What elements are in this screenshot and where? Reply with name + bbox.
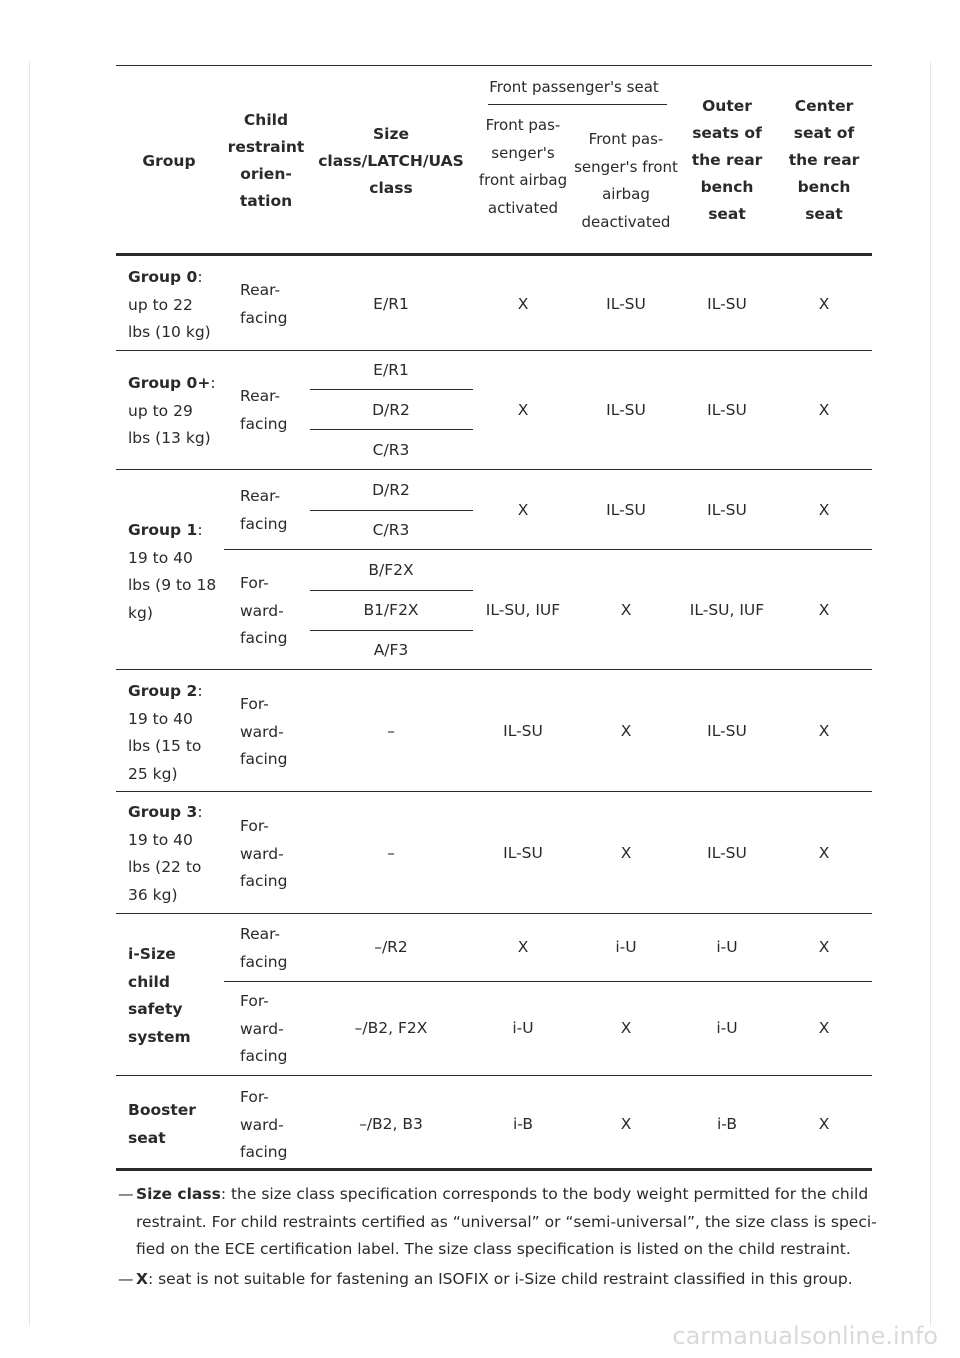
i-size-rear-size-class: –/R2 (374, 938, 408, 956)
group-1-forward-airbag-on: IL-SU, IUF (485, 601, 561, 619)
sub-row-rule (310, 429, 473, 430)
row-rule (116, 469, 872, 470)
group-1-label: Group 1: 19 to 40 lbs (9 to 18 kg) (128, 521, 217, 622)
header-group: Group (142, 152, 196, 170)
row-rule (116, 913, 872, 914)
group-3-airbag-off: X (620, 844, 632, 862)
row-rule (116, 350, 872, 351)
group-0-center-rear: X (818, 295, 830, 313)
group-0plus-size-3: C/R3 (372, 441, 410, 459)
group-2-label: Group 2: 19 to 40 lbs (15 to 25 kg) (128, 682, 203, 783)
group-0-outer-rear: IL-SU (707, 295, 747, 313)
group-1-rear-airbag-on: X (517, 501, 529, 519)
group-2-orientation: For- ward- facing (240, 695, 288, 768)
size-class-note (118, 1181, 878, 1264)
row-rule (116, 791, 872, 792)
header-airbag-deactivated: Front pas- senger's front airbag deactivated (574, 130, 678, 231)
group-3-airbag-on: IL-SU (503, 844, 543, 862)
sub-row-rule (224, 549, 872, 550)
i-size-forward-orientation: For- ward- facing (240, 992, 288, 1065)
booster-outer-rear: i-B (717, 1115, 737, 1133)
group-1-forward-size-2: B1/F2X (363, 601, 419, 619)
group-1-forward-center-rear: X (818, 601, 830, 619)
group-3-label: Group 3: 19 to 40 lbs (22 to 36 kg) (128, 803, 203, 904)
group-0plus-size-2: D/R2 (372, 401, 410, 419)
group-2-airbag-off: X (620, 722, 632, 740)
header-front-passenger-seat: Front passenger's seat (489, 78, 659, 96)
x-term: X (136, 1270, 148, 1288)
i-size-forward-airbag-off: X (620, 1019, 632, 1037)
group-0plus-size-1: E/R1 (373, 361, 409, 379)
group-0plus-airbag-off: IL-SU (606, 401, 646, 419)
right-margin-line (930, 62, 931, 1326)
group-1-forward-size-3: A/F3 (373, 641, 409, 659)
group-1-rear-size-2: C/R3 (372, 521, 410, 539)
sub-row-rule (224, 981, 872, 982)
size-class-term: Size class (136, 1185, 221, 1203)
header-airbag-activated: Front pas- senger's front airbag activated (478, 116, 568, 217)
header-bottom-rule (116, 253, 872, 256)
i-size-rear-airbag-on: X (517, 938, 529, 956)
booster-airbag-off: X (620, 1115, 632, 1133)
row-rule (116, 1075, 872, 1076)
left-margin-line (29, 62, 30, 1326)
header-outer-rear-seats: Outer seats of the rear bench seat (691, 97, 763, 223)
header-front-seat-rule (488, 104, 667, 105)
group-2-outer-rear: IL-SU (707, 722, 747, 740)
table-top-rule (116, 65, 872, 66)
group-1-forward-outer-rear: IL-SU, IUF (689, 601, 765, 619)
group-3-orientation: For- ward- facing (240, 817, 288, 890)
booster-orientation: For- ward- facing (240, 1088, 288, 1161)
booster-size-class: –/B2, B3 (359, 1115, 423, 1133)
sub-row-rule (310, 630, 473, 631)
i-size-forward-airbag-on: i-U (512, 1019, 534, 1037)
row-rule (116, 669, 872, 670)
group-0-airbag-off: IL-SU (606, 295, 646, 313)
i-size-rear-outer-rear: i-U (716, 938, 738, 956)
header-orientation: Child restraint orien- tation (227, 111, 305, 210)
header-size-class: Size class/LATCH/UAS class (318, 125, 464, 197)
group-1-forward-airbag-off: X (620, 601, 632, 619)
group-0-label: Group 0: up to 22 lbs (10 kg) (128, 268, 211, 341)
table-bottom-rule (116, 1168, 872, 1171)
group-0-airbag-on: X (517, 295, 529, 313)
i-size-forward-outer-rear: i-U (716, 1019, 738, 1037)
group-3-size-class: – (387, 844, 395, 862)
note-dash: — (118, 1270, 134, 1288)
group-3-outer-rear: IL-SU (707, 844, 747, 862)
group-1-forward-orientation: For- ward- facing (240, 574, 288, 647)
size-class-text: : the size class specification corresponds to the body weight permitted for the child restraint. For child restraints certified as “universal” or “semi-universal”, the size class is speci- fied on the ECE certification label. The size class specification is listed on the child restraint. (136, 1185, 877, 1258)
i-size-rear-airbag-off: i-U (615, 938, 637, 956)
booster-seat-label: Booster seat (128, 1101, 196, 1147)
i-size-forward-size-class: –/B2, F2X (354, 1019, 428, 1037)
group-0plus-airbag-on: X (517, 401, 529, 419)
x-text: : seat is not suitable for fastening an ISOFIX or i-Size child restraint classified in this group. (147, 1270, 853, 1288)
group-0plus-outer-rear: IL-SU (707, 401, 747, 419)
booster-airbag-on: i-B (513, 1115, 533, 1133)
i-size-forward-center-rear: X (818, 1019, 830, 1037)
group-1-rear-center-rear: X (818, 501, 830, 519)
group-0plus-label: Group 0+: up to 29 lbs (13 kg) (128, 374, 216, 447)
group-0plus-orientation: Rear- facing (240, 387, 288, 433)
sub-row-rule (310, 389, 473, 390)
group-1-rear-orientation: Rear- facing (240, 487, 288, 533)
group-1-rear-airbag-off: IL-SU (606, 501, 646, 519)
x-note (118, 1266, 878, 1294)
group-2-airbag-on: IL-SU (503, 722, 543, 740)
group-1-forward-size-1: B/F2X (368, 561, 414, 579)
sub-row-rule (310, 510, 473, 511)
header-center-rear-seat: Center seat of the rear bench seat (788, 97, 860, 223)
i-size-rear-center-rear: X (818, 938, 830, 956)
group-2-center-rear: X (818, 722, 830, 740)
i-size-label: i-Size child safety system (128, 945, 191, 1046)
group-0-orientation: Rear- facing (240, 281, 288, 327)
group-1-rear-outer-rear: IL-SU (707, 501, 747, 519)
group-3-center-rear: X (818, 844, 830, 862)
group-0-size-class: E/R1 (373, 295, 409, 313)
group-2-size-class: – (387, 722, 395, 740)
i-size-rear-orientation: Rear- facing (240, 925, 288, 971)
group-1-rear-size-1: D/R2 (372, 481, 410, 499)
note-dash: — (118, 1185, 134, 1203)
watermark: carmanualsonline.info (672, 1322, 938, 1350)
booster-center-rear: X (818, 1115, 830, 1133)
sub-row-rule (310, 590, 473, 591)
group-0plus-center-rear: X (818, 401, 830, 419)
